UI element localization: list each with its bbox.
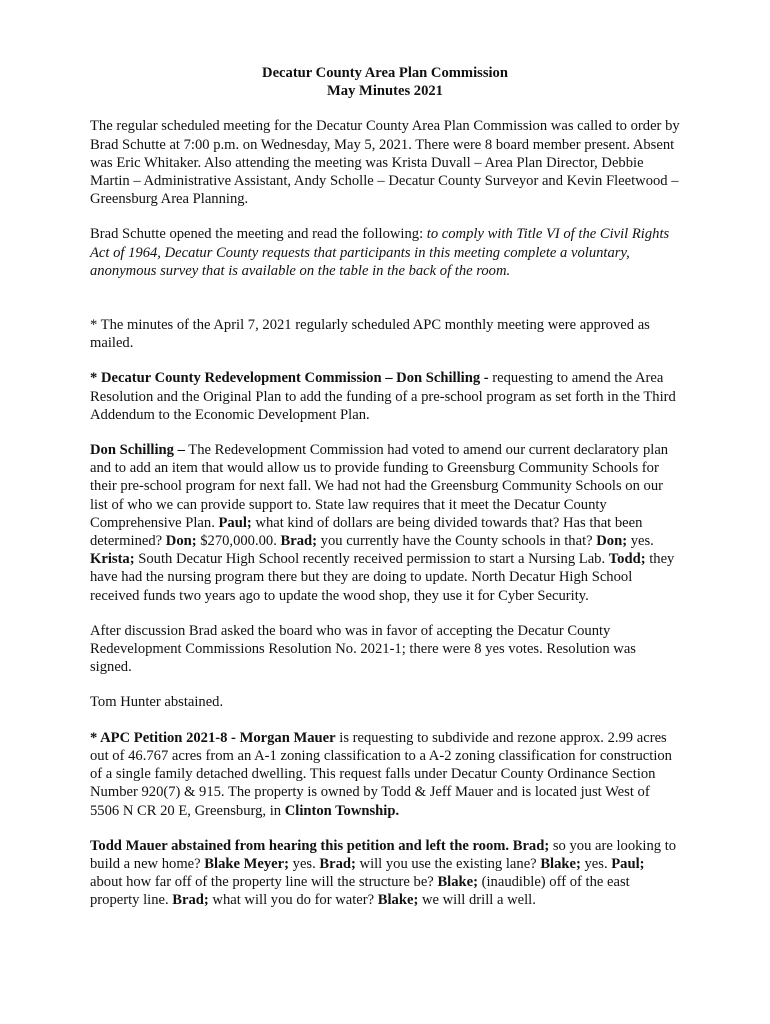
speech-text: you currently have the County schools in that? bbox=[317, 533, 597, 550]
opening-paragraph bbox=[90, 225, 680, 280]
intro-paragraph: The regular scheduled meeting for the Decatur County Area Plan Commission was called to order by Brad Schutte at 7:00 p.m. on Wednesday, May 5, 2021. There were 8 board member present. Absent was Eric Whitaker. Also attending the meeting was Krista Duvall – Area Plan Director, Debbie Martin – Administrative Assistant, Andy Scholle – Decatur County Surveyor and Kevin Fleetwood – Greensburg Area Planning. bbox=[90, 118, 680, 208]
redevelopment-discussion-paragraph bbox=[90, 441, 680, 605]
document-subtitle: May Minutes 2021 bbox=[327, 83, 443, 100]
resolution-vote-paragraph: After discussion Brad asked the board who was in favor of accepting the Decatur County Redevelopment Commissions Resolution No. 2021-1; there were 8 yes votes. Resolution was signed. bbox=[90, 622, 636, 676]
petition-item-paragraph bbox=[90, 729, 680, 820]
document-page bbox=[90, 64, 680, 927]
abstention-paragraph: Tom Hunter abstained. bbox=[90, 694, 224, 711]
speech-text: what kind of dollars are being divided towards that? Has that been determined? bbox=[90, 514, 643, 550]
speech-text: will you use the existing lane? bbox=[355, 855, 541, 872]
speaker-label: Don Schilling – bbox=[90, 442, 185, 459]
speaker-label: Todd Mauer abstained from hearing this petition and left the room. Brad; bbox=[90, 837, 550, 854]
speaker-label: Don; bbox=[165, 533, 197, 550]
speech-text: The Redevelopment Commission had voted to amend our current declaratory plan and to add an item that would allow us to provide funding to Greensburg Community Schools for their pre-school program for next fall. We had not had the Greensburg Community Schools on our list of who we can provide support to. State law requires that it meet the Decatur County Comprehensive Plan. bbox=[90, 442, 669, 531]
speaker-label: Blake; bbox=[540, 855, 581, 872]
speech-text: about how far off of the property line will the structure be? bbox=[90, 874, 438, 891]
speech-text: (inaudible) off of the east property line. bbox=[90, 874, 630, 909]
speech-text: South Decatur High School recently received permission to start a Nursing Lab. bbox=[134, 551, 609, 568]
speech-text: they have had the nursing program there but they are doing to update. North Decatur High School received funds two years ago to update the wood shop, they use it for Cyber Security. bbox=[90, 551, 675, 604]
speaker-label: Blake; bbox=[437, 874, 478, 891]
speaker-label: Paul; bbox=[218, 514, 252, 531]
speech-text: we will drill a well. bbox=[418, 892, 536, 909]
petition-discussion-paragraph bbox=[90, 837, 680, 910]
township-name: Clinton Township. bbox=[284, 802, 400, 819]
speaker-label: Brad; bbox=[280, 533, 317, 550]
speech-text: yes. bbox=[580, 855, 612, 872]
speaker-label: Paul; bbox=[611, 855, 645, 872]
speech-text: what will you do for water? bbox=[208, 892, 378, 909]
redevelopment-item-heading: * Decatur County Redevelopment Commission – Don Schilling - bbox=[90, 370, 489, 387]
speaker-label: Todd; bbox=[608, 551, 646, 568]
speaker-label: Don; bbox=[596, 533, 628, 550]
redevelopment-item-paragraph bbox=[90, 369, 680, 424]
speech-text: yes. bbox=[627, 533, 654, 550]
redevelopment-item-text: requesting to amend the Area Resolution and the Original Plan to add the funding of a pre-school program as set forth in the Third Addendum to the Economic Development Plan. bbox=[90, 370, 676, 423]
speech-text: $270,000.00. bbox=[196, 533, 281, 550]
minutes-approval-paragraph: * The minutes of the April 7, 2021 regularly scheduled APC monthly meeting were approved as mailed. bbox=[90, 317, 650, 352]
speaker-label: Krista; bbox=[90, 551, 135, 568]
speaker-label: Brad; bbox=[172, 892, 209, 909]
document-title: Decatur County Area Plan Commission bbox=[262, 65, 508, 81]
petition-item-text: is requesting to subdivide and rezone approx. 2.99 acres out of 46.767 acres from an A-1 zoning classification to a A-2 zoning classification for construction of a single family detached dwelling. This request falls under Decatur County Ordinance Section Number 920(7) & 915. The property is owned by Todd & Jeff Mauer and is located just West of 5506 N CR 20 E, Greensburg, in bbox=[90, 729, 672, 819]
speech-text: yes. bbox=[289, 855, 320, 872]
speech-text: so you are looking to build a new home? bbox=[90, 837, 677, 872]
speaker-label: Blake; bbox=[377, 892, 419, 909]
title-block bbox=[90, 64, 680, 100]
opening-text: Brad Schutte opened the meeting and read the following: bbox=[90, 226, 427, 243]
title-vi-statement: to comply with Title VI of the Civil Rights Act of 1964, Decatur County requests that participants in this meeting complete a voluntary, anonymous survey that is available on the table in the back of the room. bbox=[90, 226, 670, 279]
petition-item-heading: * APC Petition 2021-8 - Morgan Mauer bbox=[90, 729, 336, 746]
speaker-label: Blake Meyer; bbox=[204, 855, 289, 872]
speaker-label: Brad; bbox=[319, 855, 356, 872]
